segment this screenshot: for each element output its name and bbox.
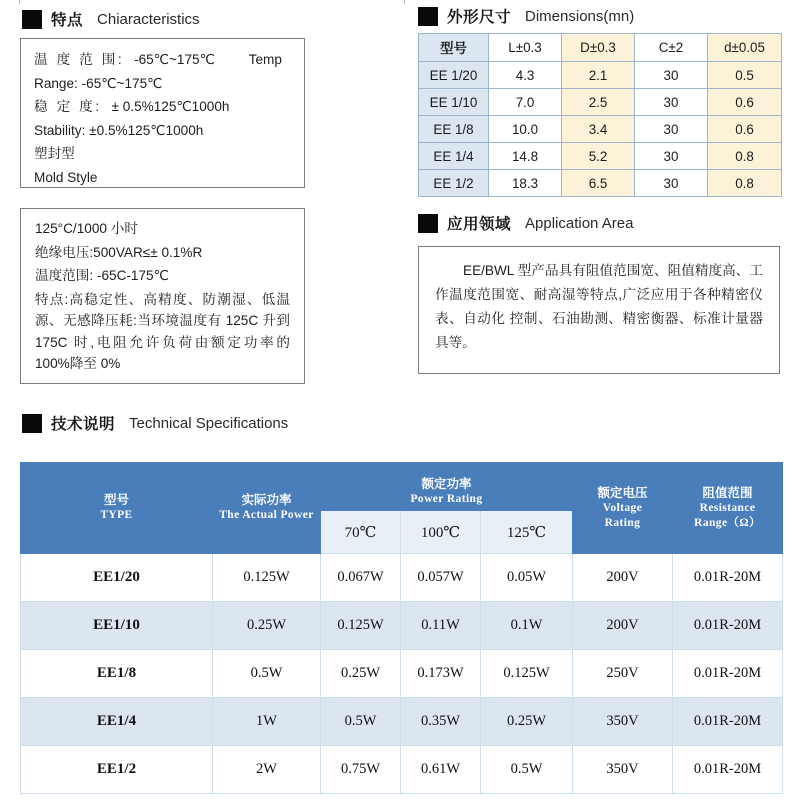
spec-cell-voltage: 350V	[573, 746, 673, 794]
spec-header-temp-100: 100℃	[401, 511, 481, 554]
spec-header-voltage-rating	[573, 463, 673, 554]
table-row	[419, 62, 782, 89]
table-row	[419, 170, 782, 197]
cut-off-panel-top	[19, 0, 405, 4]
spec-cell-resistance: 0.01R-20M	[673, 554, 783, 602]
spec-cell-power-70: 0.125W	[321, 602, 401, 650]
spec-cell-power-100: 0.61W	[401, 746, 481, 794]
spec-cell-power-125: 0.125W	[481, 650, 573, 698]
dim-cell-l: 14.8	[489, 143, 562, 170]
spec-header-actual-power	[213, 463, 321, 554]
spec-cell-actual-power: 0.125W	[213, 554, 321, 602]
dim-cell-l: 4.3	[489, 62, 562, 89]
spec-cell-power-125: 0.5W	[481, 746, 573, 794]
spec-header-actual-power-cn: 实际功率	[241, 493, 292, 507]
spec-cell-voltage: 200V	[573, 602, 673, 650]
spec-header-type	[21, 463, 213, 554]
char-line-temp-range	[34, 49, 291, 71]
char-line-stability-en: Stability: ±0.5%125℃1000h	[34, 122, 204, 138]
dim-cell-dsmall: 0.5	[708, 62, 782, 89]
table-row	[21, 554, 783, 602]
spec-cell-resistance: 0.01R-20M	[673, 602, 783, 650]
section-heading-application-en: Application Area	[525, 214, 634, 232]
square-bullet-icon	[418, 214, 438, 233]
application-text: EE/BWL 型产品具有阻值范围宽、阻值精度高、工作温度范围宽、耐高湿等特点,广泛应用于各种精密仪表、自动化 控制、石油勘测、精密衡器、标准计量器具等。	[435, 263, 763, 350]
spec-cell-power-100: 0.057W	[401, 554, 481, 602]
table-row	[419, 116, 782, 143]
dim-header-l: L±0.3	[489, 34, 562, 62]
dim-cell-d: 6.5	[562, 170, 635, 197]
dim-cell-model: EE 1/8	[419, 116, 489, 143]
spec-cell-resistance: 0.01R-20M	[673, 746, 783, 794]
section-heading-technical	[22, 412, 288, 434]
characteristics-panel	[20, 38, 305, 188]
spec-cell-power-70: 0.75W	[321, 746, 401, 794]
char-temp-value: -65℃~175℃	[134, 52, 215, 67]
table-row	[21, 650, 783, 698]
conditions-panel	[20, 208, 305, 384]
char-line-mold-en: Mold Style	[34, 169, 98, 185]
spec-cell-actual-power: 0.25W	[213, 602, 321, 650]
spec-cell-power-70: 0.5W	[321, 698, 401, 746]
spec-cell-power-70: 0.25W	[321, 650, 401, 698]
spec-cell-type: EE1/10	[21, 602, 213, 650]
dim-header-c: C±2	[635, 34, 708, 62]
dim-cell-dsmall: 0.6	[708, 116, 782, 143]
dim-cell-c: 30	[635, 143, 708, 170]
dim-cell-d: 2.1	[562, 62, 635, 89]
section-heading-technical-en: Technical Specifications	[129, 414, 289, 432]
dim-cell-d: 5.2	[562, 143, 635, 170]
spec-cell-resistance: 0.01R-20M	[673, 650, 783, 698]
cond-line-insulation: 绝缘电压:500VAR≤± 0.1%R	[35, 244, 203, 260]
dim-header-d: D±0.3	[562, 34, 635, 62]
spec-header-resistance-range-en2: Range（Ω）	[694, 516, 761, 529]
application-panel	[418, 246, 780, 374]
dim-cell-l: 10.0	[489, 116, 562, 143]
spec-cell-voltage: 350V	[573, 698, 673, 746]
dim-cell-dsmall: 0.8	[708, 143, 782, 170]
dim-cell-model: EE 1/10	[419, 89, 489, 116]
table-row	[21, 602, 783, 650]
spec-header-actual-power-en: The Actual Power	[219, 509, 314, 521]
table-row	[419, 143, 782, 170]
spec-header-power-rating	[321, 463, 573, 511]
char-stability-label: 稳 定 度:	[34, 99, 102, 114]
spec-cell-voltage: 200V	[573, 554, 673, 602]
spec-header-voltage-rating-cn: 额定电压	[597, 485, 648, 500]
spec-header-voltage-rating-en2: Rating	[604, 516, 641, 529]
spec-cell-power-100: 0.35W	[401, 698, 481, 746]
dim-cell-dsmall: 0.6	[708, 89, 782, 116]
spec-cell-type: EE1/2	[21, 746, 213, 794]
section-heading-dimensions	[418, 5, 634, 27]
dim-cell-c: 30	[635, 62, 708, 89]
cond-line-features: 特点:高稳定性、高精度、防潮湿、低温源、无感降压耗:当环境温度有 125C 升到 175C 时,电阻允许负荷由额定功率的 100%降至 0%	[35, 291, 290, 371]
section-heading-characteristics-cn: 特点	[51, 12, 84, 29]
section-heading-application	[418, 212, 633, 234]
table-row	[21, 746, 783, 794]
dim-cell-l: 7.0	[489, 89, 562, 116]
spec-cell-actual-power: 0.5W	[213, 650, 321, 698]
spec-cell-power-100: 0.173W	[401, 650, 481, 698]
spec-cell-power-125: 0.1W	[481, 602, 573, 650]
dim-cell-d: 2.5	[562, 89, 635, 116]
spec-header-temp-70: 70℃	[321, 511, 401, 554]
spec-header-type-en: TYPE	[100, 509, 133, 521]
spec-cell-type: EE1/8	[21, 650, 213, 698]
section-heading-dimensions-en: Dimensions(mn)	[525, 7, 635, 25]
square-bullet-icon	[22, 10, 42, 29]
dimensions-table-header-row	[419, 34, 782, 62]
spec-cell-power-125: 0.05W	[481, 554, 573, 602]
spec-cell-power-70: 0.067W	[321, 554, 401, 602]
spec-header-temp-125: 125℃	[481, 511, 573, 554]
section-heading-characteristics	[22, 8, 200, 30]
cond-line-temp-range: 温度范围: -65C-175℃	[35, 268, 169, 283]
spec-header-row-1	[21, 463, 783, 511]
specifications-table	[20, 462, 783, 794]
section-heading-application-cn: 应用领域	[447, 216, 512, 233]
dim-cell-d: 3.4	[562, 116, 635, 143]
square-bullet-icon	[418, 7, 438, 26]
dim-cell-dsmall: 0.8	[708, 170, 782, 197]
table-row	[419, 89, 782, 116]
dimensions-table	[418, 33, 782, 197]
spec-cell-power-125: 0.25W	[481, 698, 573, 746]
dim-cell-model: EE 1/4	[419, 143, 489, 170]
dim-cell-model: EE 1/2	[419, 170, 489, 197]
section-heading-technical-cn: 技术说明	[51, 416, 116, 433]
dim-cell-l: 18.3	[489, 170, 562, 197]
spec-header-resistance-range	[673, 463, 783, 554]
spec-header-type-cn: 型号	[103, 493, 129, 507]
spec-cell-type: EE1/20	[21, 554, 213, 602]
char-line-range-en: Range: -65℃~175℃	[34, 75, 163, 91]
spec-header-resistance-range-cn: 阻值范围	[702, 485, 753, 500]
spec-header-resistance-range-en1: Resistance	[699, 501, 756, 514]
section-heading-characteristics-en: Chiaracteristics	[97, 10, 200, 28]
spec-cell-type: EE1/4	[21, 698, 213, 746]
dim-header-model: 型号	[419, 34, 489, 62]
char-line-mold-cn: 塑封型	[34, 146, 75, 161]
spec-header-power-rating-cn: 额定功率	[421, 477, 472, 491]
cond-line-hours: 125°C/1000 小时	[35, 221, 138, 236]
char-line-stability	[34, 96, 291, 118]
section-heading-dimensions-cn: 外形尺寸	[447, 9, 512, 26]
char-stability-value: ± 0.5%125℃1000h	[111, 99, 230, 114]
spec-cell-voltage: 250V	[573, 650, 673, 698]
dim-header-d-small: d±0.05	[708, 34, 782, 62]
char-temp-label: 温 度 范 围:	[34, 52, 125, 67]
table-row	[21, 698, 783, 746]
spec-cell-resistance: 0.01R-20M	[673, 698, 783, 746]
dim-cell-c: 30	[635, 170, 708, 197]
spec-cell-actual-power: 2W	[213, 746, 321, 794]
dim-cell-c: 30	[635, 116, 708, 143]
spec-header-voltage-rating-en1: Voltage	[602, 501, 643, 514]
square-bullet-icon	[22, 414, 42, 433]
dim-cell-c: 30	[635, 89, 708, 116]
dim-cell-model: EE 1/20	[419, 62, 489, 89]
spec-cell-actual-power: 1W	[213, 698, 321, 746]
spec-cell-power-100: 0.11W	[401, 602, 481, 650]
spec-header-power-rating-en: Power Rating	[410, 493, 483, 505]
char-temp-tail: Temp	[248, 52, 282, 67]
